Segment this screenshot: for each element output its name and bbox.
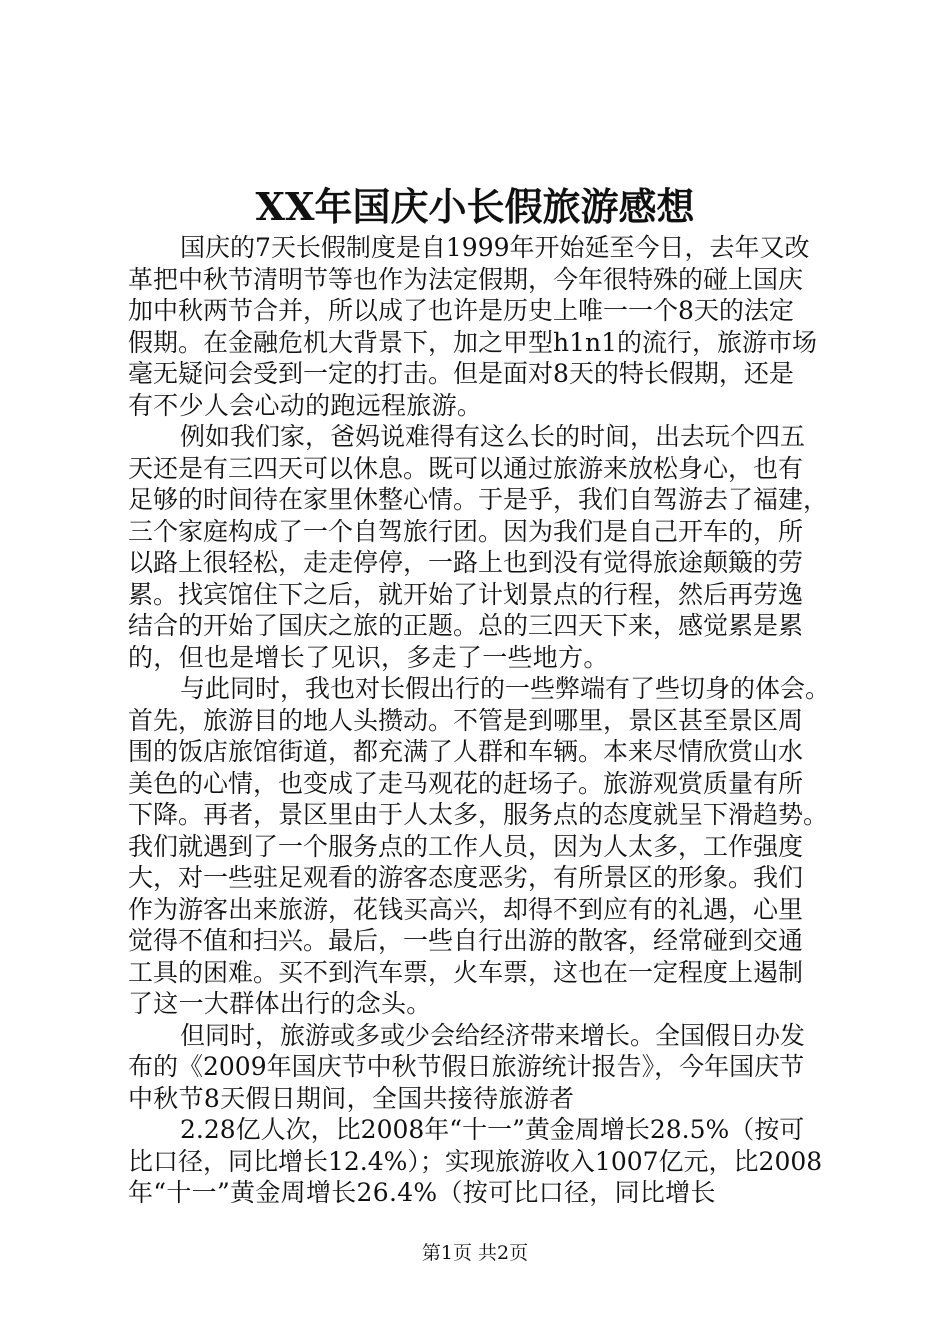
text-line: 以路上很轻松，走走停停，一路上也到没有觉得旅途颠簸的劳 — [128, 548, 804, 577]
text-line: 天还是有三四天可以休息。既可以通过旅游来放松身心，也有 — [128, 453, 804, 483]
page-footer: 第1页 共2页 — [421, 1242, 529, 1264]
text-line: 累。找宾馆住下之后，就开始了计划景点的行程，然后再劳逸 — [128, 579, 804, 609]
text-line: 有不少人会心动的跑远程旅游。 — [128, 390, 483, 420]
text-line: 加中秋两节合并，所以成了也许是历史上唯一一个8天的法定 — [128, 296, 794, 325]
text-line: 比口径，同比增长12.4%）；实现旅游收入1007亿元，比2008 — [128, 1146, 823, 1176]
document-body — [128, 232, 834, 1209]
text-line: 下降。再者，景区里由于人太多，服务点的态度就呈下滑趋势。 — [128, 800, 829, 829]
text-line: 作为游客出来旅游，花钱买高兴，却得不到应有的礼遇，心里 — [128, 894, 804, 924]
text-line: 足够的时间待在家里休整心情。于是乎，我们自驾游去了福建， — [128, 485, 829, 514]
text-line: 觉得不值和扫兴。最后，一些自行出游的散客，经常碰到交通 — [128, 926, 804, 955]
text-line: 布的《2009年国庆节中秋节假日旅游统计报告》，今年国庆节 — [128, 1052, 805, 1081]
text-line: 美色的心情，也变成了走马观花的赶场子。旅游观赏质量有所 — [128, 768, 804, 798]
text-line: 工具的困难。买不到汽车票，火车票，这也在一定程度上遏制 — [128, 957, 804, 987]
text-line: 首先，旅游目的地人头攒动。不管是到哪里，景区甚至景区周 — [128, 705, 804, 735]
text-line: 假期。在金融危机大背景下，加之甲型h1n1的流行，旅游市场 — [128, 327, 818, 357]
text-line: 围的饭店旅馆街道，都充满了人群和车辆。本来尽情欣赏山水 — [128, 737, 804, 766]
text-line: 但同时，旅游或多或少会给经济带来增长。全国假日办发 — [180, 1020, 806, 1050]
text-line: 中秋节8天假日期间，全国共接待旅游者 — [128, 1083, 575, 1113]
text-line: 与此同时，我也对长假出行的一些弊端有了些切身的体会。 — [180, 674, 831, 703]
text-line: 大，对一些驻足观看的游客态度恶劣，有所景区的形象。我们 — [128, 863, 804, 892]
text-line: 2.28亿人次，比2008年“十一”黄金周增长28.5%（按可 — [180, 1115, 805, 1144]
text-line: 毫无疑问会受到一定的打击。但是面对8天的特长假期，还是 — [128, 359, 794, 388]
text-line: 国庆的7天长假制度是自1999年开始延至今日，去年又改 — [180, 233, 810, 262]
text-line: 革把中秋节清明节等也作为法定假期，今年很特殊的碰上国庆 — [128, 264, 804, 294]
text-line: 了这一大群体出行的念头。 — [128, 989, 432, 1018]
text-line: 我们就遇到了一个服务点的工作人员，因为人太多，工作强度 — [128, 831, 804, 861]
text-line: 三个家庭构成了一个自驾旅行团。因为我们是自己开车的，所 — [128, 516, 804, 546]
text-line: 例如我们家，爸妈说难得有这么长的时间，出去玩个四五 — [180, 422, 806, 451]
document-title: XX年国庆小长假旅游感想 — [255, 184, 695, 229]
text-line: 结合的开始了国庆之旅的正题。总的三四天下来，感觉累是累 — [128, 611, 804, 640]
text-line: 的，但也是增长了见识，多走了一些地方。 — [128, 642, 609, 672]
text-line: 年“十一”黄金周增长26.4%（按可比口径，同比增长 — [128, 1178, 716, 1207]
